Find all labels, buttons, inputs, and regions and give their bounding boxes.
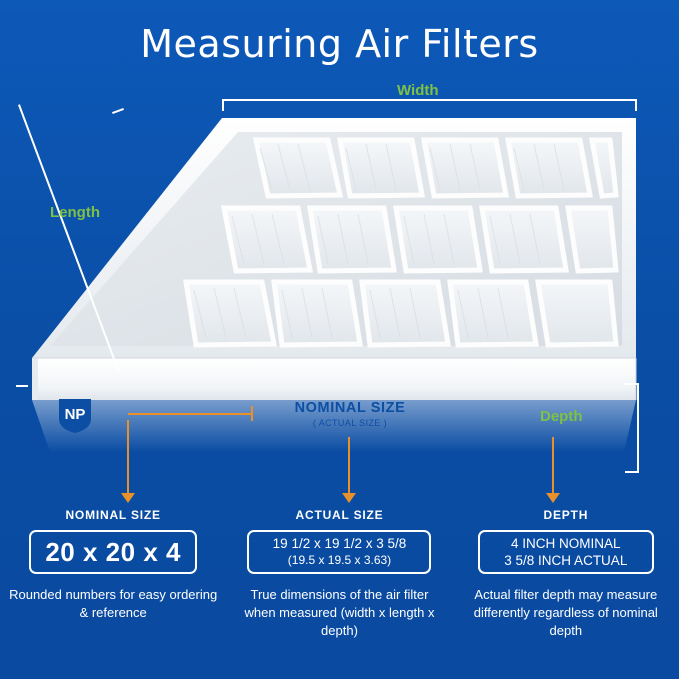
label-depth: Depth — [540, 408, 583, 425]
width-bracket-tick-left — [222, 99, 224, 111]
column-depth — [453, 508, 679, 640]
np-brand-badge — [55, 395, 95, 435]
column-description: Rounded numbers for easy ordering & reference — [9, 587, 218, 620]
depth-value-box — [478, 530, 654, 574]
page-title: Measuring Air Filters — [140, 22, 539, 66]
depth-actual-value: 3 5/8 INCH ACTUAL — [504, 553, 628, 568]
nominal-callout-subheading: ( ACTUAL SIZE ) — [312, 418, 388, 428]
column-nominal-size — [0, 508, 226, 640]
arrow-line-nominal — [127, 420, 129, 495]
actual-size-value-box — [247, 530, 431, 574]
actual-size-value-fraction: 19 1/2 x 19 1/2 x 3 5/8 — [272, 536, 407, 551]
nominal-size-value-box — [29, 530, 197, 574]
nominal-size-value: 20 x 20 x 4 — [45, 537, 181, 567]
nominal-connector-line — [128, 413, 253, 415]
air-filter-illustration — [10, 100, 650, 500]
arrow-head-nominal — [121, 493, 135, 503]
width-bracket-line — [222, 99, 637, 101]
length-bracket-tick-bottom — [16, 385, 28, 387]
column-actual-size — [226, 508, 452, 640]
depth-bracket-tick-bottom — [625, 471, 639, 473]
column-description: True dimensions of the air filter when measured (width x length x depth) — [244, 587, 435, 638]
arrow-head-actual — [342, 493, 356, 503]
column-description: Actual filter depth may measure differently regardless of nominal depth — [473, 587, 658, 638]
summary-columns — [0, 508, 679, 640]
arrow-head-depth — [546, 493, 560, 503]
label-width: Width — [397, 82, 439, 99]
actual-size-value-decimal: (19.5 x 19.5 x 3.63) — [287, 553, 392, 567]
column-heading: DEPTH — [543, 508, 589, 522]
column-heading: NOMINAL SIZE — [65, 508, 161, 522]
depth-bracket-line — [637, 383, 639, 473]
arrow-line-depth — [552, 437, 554, 495]
label-length: Length — [50, 204, 100, 221]
svg-text:NP: NP — [64, 406, 86, 423]
depth-nominal-value: 4 INCH NOMINAL — [511, 536, 621, 551]
nominal-size-callout — [250, 400, 450, 428]
nominal-callout-heading: NOMINAL SIZE — [294, 400, 406, 416]
width-bracket-tick-right — [635, 99, 637, 111]
arrow-line-actual — [348, 437, 350, 495]
column-heading: ACTUAL SIZE — [295, 508, 384, 522]
depth-bracket-tick-top — [625, 383, 639, 385]
